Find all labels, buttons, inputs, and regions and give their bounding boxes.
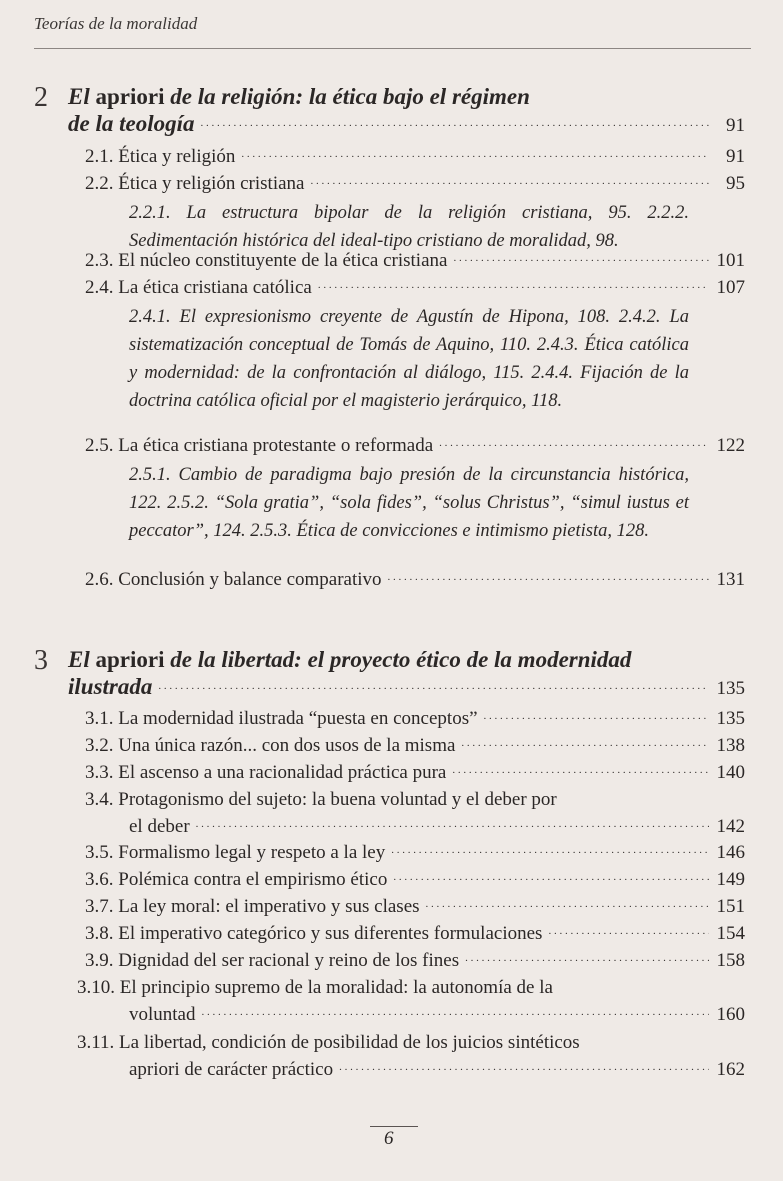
entry-text: El imperativo categórico y sus diferentes formulaciones <box>118 923 543 944</box>
subsection-list: 2.2.1. La estructura bipolar de la religión cristiana, 95. 2.2.2. Sedimentación histórica del ideal-tipo cristiano de moralidad, 98. <box>129 203 689 251</box>
entry-text: La libertad, condición de posibilidad de los juicios sintéticos <box>119 1032 580 1053</box>
entry-number: 3.5. <box>85 842 114 863</box>
entry-number: 2.1. <box>85 146 114 167</box>
page-number: 149 <box>716 869 745 890</box>
page-number: 146 <box>716 842 745 863</box>
entry-number: 2.2. <box>85 173 114 194</box>
title-part: El <box>68 84 96 109</box>
page-number: 135 <box>716 678 745 699</box>
dot-leader <box>439 426 709 458</box>
title-part: apriori <box>95 647 165 672</box>
entry-number: 3.8. <box>85 923 114 944</box>
page-number: 142 <box>716 816 745 837</box>
entry-text: Dignidad del ser racional y reino de los fines <box>118 950 460 971</box>
entry-number: 2.3. <box>85 250 114 271</box>
dot-leader <box>465 941 709 973</box>
chapter-number: 3 <box>34 645 48 676</box>
dot-leader <box>200 106 709 138</box>
title-part: apriori <box>95 84 165 109</box>
entry-text: Conclusión y balance comparativo <box>118 569 382 590</box>
entry-text: La ética cristiana protestante o reformada <box>118 435 434 456</box>
title-part: de la religión: la ética bajo el régimen <box>164 84 530 109</box>
entry-text: voluntad <box>129 1004 196 1025</box>
entry-text: el deber <box>129 816 190 837</box>
entry-number: 2.4. <box>85 277 114 298</box>
entry-number: 3.7. <box>85 896 114 917</box>
toc-entry <box>85 273 745 303</box>
entry-number: 2.6. <box>85 569 114 590</box>
page-number: 91 <box>726 115 745 136</box>
page-number: 140 <box>716 762 745 783</box>
toc-entry-continuation <box>129 1055 745 1085</box>
dot-leader <box>388 560 709 592</box>
entry-number: 3.2. <box>85 735 114 756</box>
dot-leader <box>318 268 709 300</box>
toc-entry <box>85 946 745 976</box>
page-number: 95 <box>726 173 745 194</box>
dot-leader <box>310 164 709 196</box>
page-number: 162 <box>716 1059 745 1080</box>
toc-entry <box>85 758 745 788</box>
entry-text: La modernidad ilustrada “puesta en conceptos” <box>118 708 478 729</box>
title-line2: ilustrada <box>68 674 153 699</box>
page-number: 158 <box>716 950 745 971</box>
chapter-number: 2 <box>34 82 48 113</box>
running-head: Teorías de la moralidad <box>34 14 198 33</box>
entry-text: apriori de carácter práctico <box>129 1059 334 1080</box>
page-number: 122 <box>716 435 745 456</box>
toc-entry <box>85 431 745 461</box>
entry-text: La ética cristiana católica <box>118 277 312 298</box>
dot-leader <box>339 1050 709 1082</box>
page-number: 154 <box>716 923 745 944</box>
page-number: 91 <box>726 146 745 167</box>
entry-number: 2.5. <box>85 435 114 456</box>
entry-number: 3.4. <box>85 789 114 810</box>
page-number: 101 <box>716 250 745 271</box>
entry-text: Ética y religión <box>118 146 236 167</box>
chapter-title-line2 <box>68 109 745 139</box>
entry-text: Ética y religión cristiana <box>118 173 305 194</box>
entry-text: Polémica contra el empirismo ético <box>118 869 388 890</box>
subsection-list: 2.4.1. El expresionismo creyente de Agustín de Hipona, 108. 2.4.2. La sistematización conceptual de Tomás de Aquino, 110. 2.4.3. Ética católica y modernidad: de la confrontación al diálogo, 115. 2.4.4. Fijación de la doctrina católica oficial por el magisterio jerárquico, 118. <box>129 307 689 411</box>
dot-leader <box>202 995 710 1027</box>
entry-number: 3.9. <box>85 950 114 971</box>
entry-text: El núcleo constituyente de la ética cristiana <box>118 250 448 271</box>
entry-text: Una única razón... con dos usos de la misma <box>118 735 456 756</box>
header-rule <box>34 48 751 49</box>
entry-number: 3.11. <box>77 1032 115 1053</box>
entry-number: 3.6. <box>85 869 114 890</box>
page-number: 151 <box>716 896 745 917</box>
title-part: de la libertad: el proyecto ético de la modernidad <box>164 647 632 672</box>
page-number: 135 <box>716 708 745 729</box>
page-number: 107 <box>716 277 745 298</box>
chapter-title-line2 <box>68 672 745 702</box>
entry-number: 3.1. <box>85 708 114 729</box>
entry-number: 3.10. <box>77 977 115 998</box>
page-number: 131 <box>716 569 745 590</box>
entry-text: Formalismo legal y respeto a la ley <box>118 842 386 863</box>
page-number: 160 <box>716 1004 745 1025</box>
entry-text: Protagonismo del sujeto: la buena voluntad y el deber por <box>118 789 557 810</box>
footer-rule <box>370 1126 418 1127</box>
entry-number: 3.3. <box>85 762 114 783</box>
folio: 6 <box>384 1128 394 1149</box>
subsection-list: 2.5.1. Cambio de paradigma bajo presión de la circunstancia histórica, 122. 2.5.2. “Sola gratia”, “sola fides”, “solus Christus”, “simul iustus et peccator”, 124. 2.5.3. Ética de convicciones e intimismo pietista, 128. <box>129 465 689 541</box>
title-part: El <box>68 647 96 672</box>
dot-leader <box>452 753 709 785</box>
toc-entry-continuation <box>129 1000 745 1030</box>
entry-text: El ascenso a una racionalidad práctica pura <box>118 762 447 783</box>
dot-leader <box>158 669 709 701</box>
entry-text: El principio supremo de la moralidad: la autonomía de la <box>119 977 553 998</box>
toc-entry <box>85 565 745 595</box>
toc-entry <box>85 169 745 199</box>
entry-text: La ley moral: el imperativo y sus clases <box>118 896 420 917</box>
title-line2: de la teología <box>68 111 195 136</box>
page-number: 138 <box>716 735 745 756</box>
